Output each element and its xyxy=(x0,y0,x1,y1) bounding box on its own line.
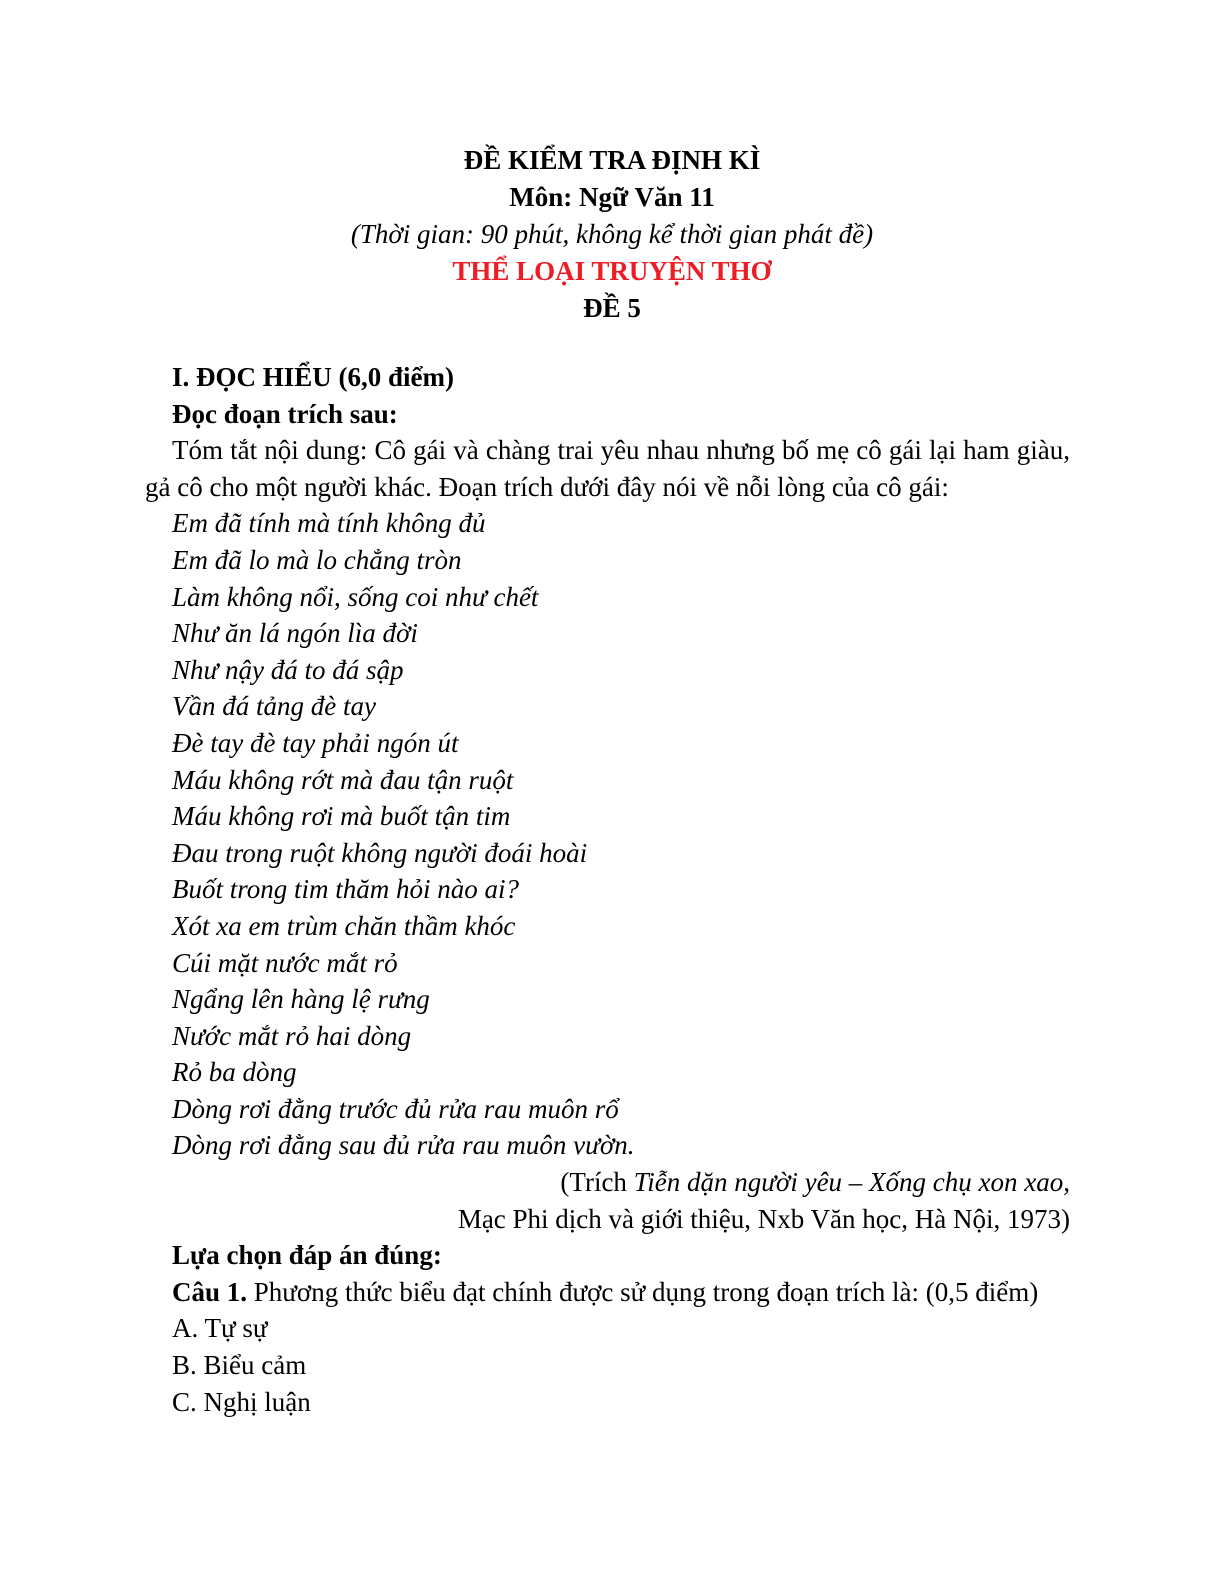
poem-line: Dòng rơi đằng sau đủ rửa rau muôn vườn. xyxy=(172,1130,635,1161)
poem-line: Dòng rơi đằng trước đủ rửa rau muôn rổ xyxy=(172,1093,619,1124)
question-1-label: Câu 1. xyxy=(172,1276,248,1307)
poem-line: Buốt trong tim thăm hỏi nào ai? xyxy=(172,874,520,905)
poem-line: Vần đá tảng đè tay xyxy=(172,691,376,722)
source-prefix: (Trích xyxy=(560,1167,634,1198)
poem-line: Máu không rơi mà buốt tận tim xyxy=(172,801,511,832)
choose-heading: Lựa chọn đáp án đúng: xyxy=(172,1240,442,1271)
poem-line: Máu không rớt mà đau tận ruột xyxy=(172,764,514,795)
poem-line: Em đã lo mà lo chẳng tròn xyxy=(172,544,462,575)
answer-option-c: C. Nghị luận xyxy=(172,1386,311,1417)
source-citation-line2: Mạc Phi dịch và giới thiệu, Nxb Văn học, Hà Nội, 1973) xyxy=(457,1203,1070,1234)
source-work-title: Tiễn dặn người yêu – Xống chụ xon xao, xyxy=(633,1167,1070,1198)
poem-line: Em đã tính mà tính không đủ xyxy=(172,508,486,539)
poem-line: Đè tay đè tay phải ngón út xyxy=(172,727,459,758)
summary-paragraph: Tóm tắt nội dung: Cô gái và chàng trai yêu nhau nhưng bố mẹ cô gái lại ham giàu, gả cô cho một người khác. Đoạn trích dưới đây nói về nỗi lòng của cô gái: xyxy=(145,435,1070,502)
question-1 xyxy=(145,1274,1070,1311)
exam-time: (Thời gian: 90 phút, không kể thời gian phát đề) xyxy=(350,219,874,249)
poem-line: Làm không nổi, sống coi như chết xyxy=(172,581,539,612)
exam-number: ĐỀ 5 xyxy=(583,293,641,323)
answer-option-a: A. Tự sự xyxy=(172,1313,268,1344)
poem-line: Như ăn lá ngón lìa đời xyxy=(172,618,418,649)
exam-genre: THỂ LOẠI TRUYỆN THƠ xyxy=(452,256,772,286)
poem-line: Ngẩng lên hàng lệ rưng xyxy=(172,984,430,1015)
poem-line: Cúi mặt nước mắt rỏ xyxy=(172,947,398,978)
poem-line: Xót xa em trùm chăn thầm khóc xyxy=(172,910,516,941)
poem-line: Rỏ ba dòng xyxy=(172,1057,297,1088)
section-heading: I. ĐỌC HIỂU (6,0 điểm) xyxy=(172,362,454,392)
exam-title: ĐỀ KIỂM TRA ĐỊNH KÌ xyxy=(463,145,761,175)
section-reading xyxy=(145,359,1070,1420)
poem-line: Như nậy đá to đá sập xyxy=(172,654,404,685)
exam-header xyxy=(0,142,1224,327)
question-1-text: Phương thức biểu đạt chính được sử dụng trong đoạn trích là: (0,5 điểm) xyxy=(247,1276,1039,1307)
reading-instruction: Đọc đoạn trích sau: xyxy=(172,398,398,429)
source-citation xyxy=(145,1164,1070,1201)
poem-excerpt xyxy=(145,505,1070,1164)
answer-option-b: B. Biểu cảm xyxy=(172,1350,307,1381)
exam-subject: Môn: Ngữ Văn 11 xyxy=(509,182,715,212)
poem-line: Nước mắt rỏ hai dòng xyxy=(172,1020,412,1051)
poem-line: Đau trong ruột không người đoái hoài xyxy=(172,837,588,868)
